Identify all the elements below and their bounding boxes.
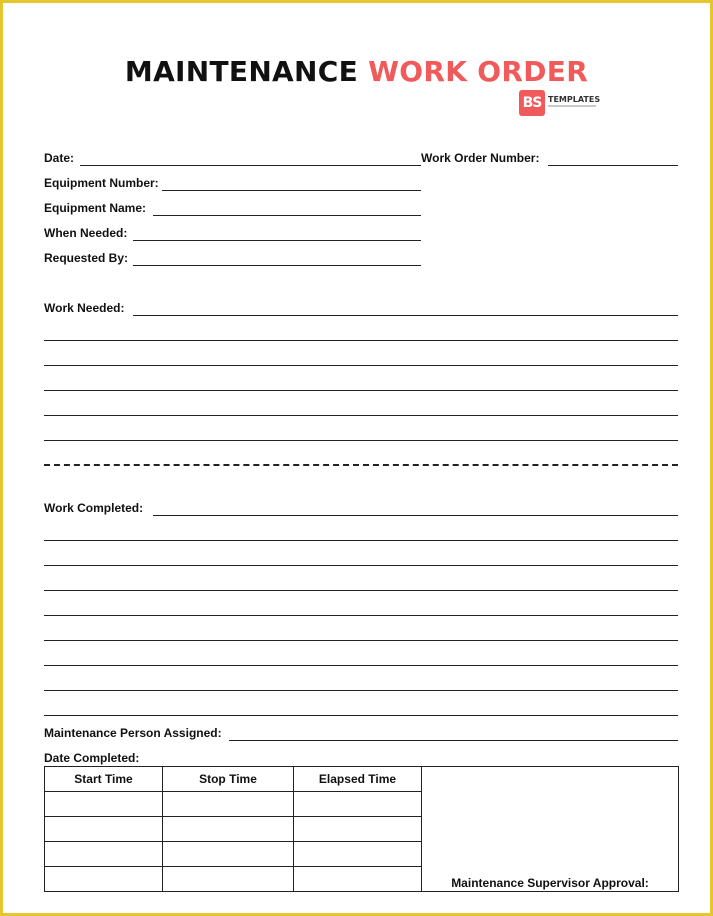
- when-needed-label: When Needed:: [44, 226, 128, 240]
- maintenance-person-label: Maintenance Person Assigned:: [44, 726, 222, 740]
- stop-time-cell[interactable]: [163, 817, 294, 842]
- when-needed-line[interactable]: [133, 240, 421, 241]
- equipment-number-label: Equipment Number:: [44, 176, 159, 190]
- requested-by-label: Requested By:: [44, 251, 129, 265]
- work-completed-line[interactable]: [44, 715, 678, 716]
- work-needed-line[interactable]: [133, 315, 678, 316]
- elapsed-time-cell[interactable]: [294, 792, 422, 817]
- work-completed-line[interactable]: [44, 615, 678, 616]
- logo-mark: BS: [519, 90, 545, 116]
- work-completed-label: Work Completed:: [44, 501, 144, 515]
- elapsed-time-cell[interactable]: [294, 842, 422, 867]
- work-needed-label: Work Needed:: [44, 301, 125, 315]
- work-completed-line[interactable]: [44, 665, 678, 666]
- page-title: [3, 55, 710, 89]
- start-time-header: Start Time: [45, 767, 163, 792]
- logo-tagline-bar: [548, 105, 596, 107]
- equipment-number-line[interactable]: [162, 190, 421, 191]
- date-label: Date:: [44, 151, 75, 165]
- start-time-cell[interactable]: [45, 817, 163, 842]
- bs-templates-logo: [519, 90, 609, 116]
- work-needed-line[interactable]: [44, 390, 678, 391]
- date-line[interactable]: [80, 165, 421, 166]
- stop-time-cell[interactable]: [163, 842, 294, 867]
- time-table-header: [45, 767, 679, 792]
- logo-text: TEMPLATES: [548, 95, 601, 104]
- equipment-name-label: Equipment Name:: [44, 201, 147, 215]
- date-completed-label: Date Completed:: [44, 751, 140, 765]
- work-needed-line[interactable]: [44, 415, 678, 416]
- elapsed-time-cell[interactable]: [294, 867, 422, 892]
- title-part-black: MAINTENANCE: [124, 55, 359, 88]
- work-needed-line[interactable]: [44, 440, 678, 441]
- work-completed-line[interactable]: [153, 515, 678, 516]
- work-completed-line[interactable]: [44, 690, 678, 691]
- work-order-number-line[interactable]: [548, 165, 678, 166]
- stop-time-header: Stop Time: [163, 767, 294, 792]
- start-time-cell[interactable]: [45, 842, 163, 867]
- supervisor-approval-label: Maintenance Supervisor Approval:: [451, 876, 649, 890]
- elapsed-time-header: Elapsed Time: [294, 767, 422, 792]
- work-completed-line[interactable]: [44, 590, 678, 591]
- work-order-number-label: Work Order Number:: [421, 151, 540, 165]
- cut-divider: [44, 464, 678, 466]
- supervisor-approval-box[interactable]: [422, 767, 679, 892]
- work-completed-line[interactable]: [44, 640, 678, 641]
- time-table: [44, 766, 679, 892]
- stop-time-cell[interactable]: [163, 867, 294, 892]
- elapsed-time-cell[interactable]: [294, 817, 422, 842]
- title-part-red: WORK ORDER: [368, 55, 589, 88]
- start-time-cell[interactable]: [45, 792, 163, 817]
- start-time-cell[interactable]: [45, 867, 163, 892]
- stop-time-cell[interactable]: [163, 792, 294, 817]
- work-completed-line[interactable]: [44, 540, 678, 541]
- work-needed-line[interactable]: [44, 340, 678, 341]
- work-completed-line[interactable]: [44, 565, 678, 566]
- requested-by-line[interactable]: [133, 265, 421, 266]
- equipment-name-line[interactable]: [153, 215, 421, 216]
- work-needed-line[interactable]: [44, 365, 678, 366]
- maintenance-person-line[interactable]: [229, 740, 678, 741]
